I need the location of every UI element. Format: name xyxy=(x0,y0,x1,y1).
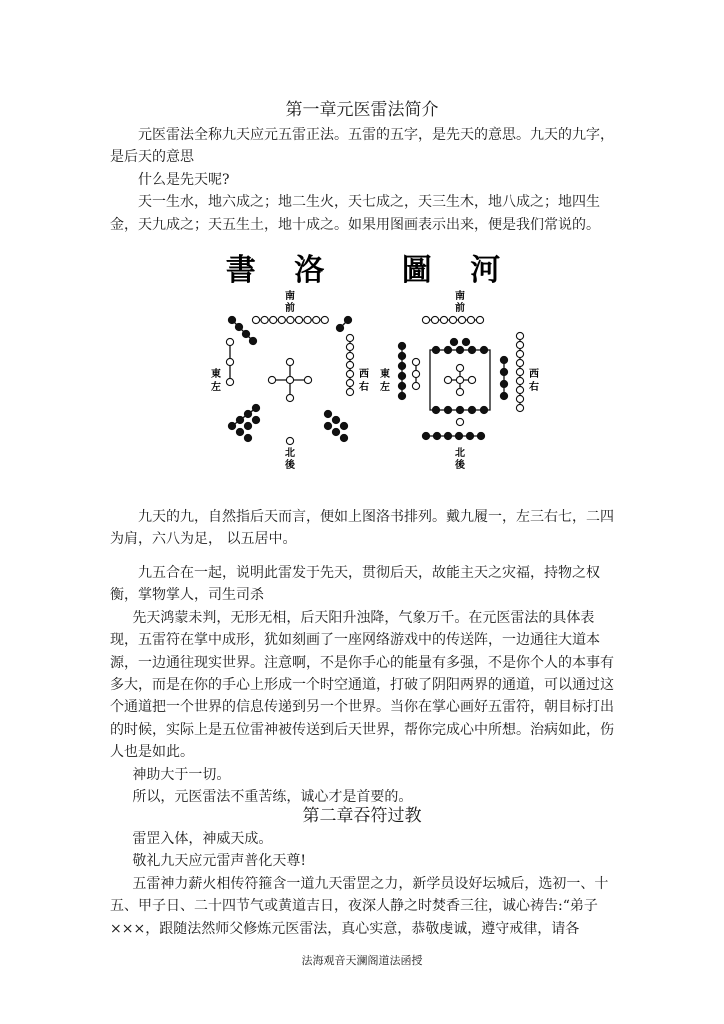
yin-dot xyxy=(336,324,343,331)
yin-dot xyxy=(432,346,439,353)
yang-dot xyxy=(287,316,294,323)
yang-dot xyxy=(412,382,419,389)
yin-dot xyxy=(456,406,463,413)
yang-dot xyxy=(226,358,233,365)
paragraph: 什么是先天呢? xyxy=(138,171,230,188)
yang-dot xyxy=(286,437,293,444)
yang-dot xyxy=(226,378,233,385)
yang-dot xyxy=(516,404,523,411)
yang-dot xyxy=(516,332,523,339)
paragraph: 九天的九，自然指后天而言，便如上图洛书排列。戴九履一，左三右七，二四为肩，六八为足， 以五居中。 xyxy=(110,509,614,548)
page-footer: 法海观音天澜阁道法函授 xyxy=(301,954,423,967)
yang-dot xyxy=(467,316,474,323)
yang-dot xyxy=(516,395,523,402)
yang-dot xyxy=(286,376,293,383)
yin-dot xyxy=(462,338,469,345)
yang-dot xyxy=(449,316,456,323)
yang-dot xyxy=(346,361,353,368)
yin-dot xyxy=(340,422,347,429)
yin-dot xyxy=(444,346,451,353)
yang-dot xyxy=(278,316,285,323)
yin-dot xyxy=(468,346,475,353)
connector-line xyxy=(232,408,256,426)
yin-dot xyxy=(398,342,405,349)
hetu-north-label: 北 xyxy=(455,448,465,459)
chapter1-body xyxy=(110,506,618,551)
yin-dot xyxy=(466,432,473,439)
yin-dot xyxy=(398,352,405,359)
chapter1-intro xyxy=(110,124,618,236)
paragraph: 神助大于一切。 xyxy=(132,766,231,783)
yin-dot xyxy=(500,368,507,375)
yang-dot xyxy=(346,343,353,350)
yang-dot xyxy=(412,358,419,365)
chapter2-body xyxy=(110,828,618,940)
yang-dot xyxy=(422,316,429,323)
yin-dot xyxy=(444,432,451,439)
luoshu-left-label: 左 xyxy=(211,382,221,393)
luoshu-south-label: 南 xyxy=(285,291,295,302)
yang-dot xyxy=(456,388,463,395)
luoshu-title: 書 洛 xyxy=(225,253,339,288)
yin-dot xyxy=(432,406,439,413)
yang-dot xyxy=(516,377,523,384)
yang-dot xyxy=(516,368,523,375)
yin-dot xyxy=(450,338,457,345)
paragraph: 元医雷法全称九天应元五雷正法。五雷的五字，是先天的意思。九天的九字，是后天的意思 xyxy=(110,127,614,166)
hetu-title: 圖 河 xyxy=(401,253,515,288)
yang-dot xyxy=(444,376,451,383)
yang-dot xyxy=(346,352,353,359)
yin-dot xyxy=(228,316,235,323)
yang-dot xyxy=(304,376,311,383)
yang-dot xyxy=(516,350,523,357)
chapter1-body-2 xyxy=(110,562,618,808)
yang-dot xyxy=(476,316,483,323)
hetu-diagram xyxy=(398,316,523,439)
luoshu-back-label: 後 xyxy=(285,460,295,471)
yang-dot xyxy=(304,316,311,323)
yang-dot xyxy=(226,338,233,345)
yin-dot xyxy=(332,416,339,423)
yang-dot xyxy=(321,316,328,323)
yin-dot xyxy=(500,356,507,363)
paragraph: 所以，元医雷法不重苦练，诚心才是首要的。 xyxy=(132,789,413,806)
yin-dot xyxy=(244,434,251,441)
yin-dot xyxy=(244,422,251,429)
yin-dot xyxy=(480,346,487,353)
paragraph: 天一生水，地六成之；地二生火，天七成之，天三生木，地八成之；地四生金，天九成之；天五生土，地十成之。如果用图画表示出来，便是我们常说的。 xyxy=(110,194,600,233)
hetu-back-label: 後 xyxy=(455,460,465,471)
yang-dot xyxy=(270,316,277,323)
yin-dot xyxy=(477,432,484,439)
yang-dot xyxy=(431,316,438,323)
yang-dot xyxy=(456,376,463,383)
yang-dot xyxy=(286,394,293,401)
paragraph: 九五合在一起，说明此雷发于先天，贯彻后天，故能主天之灾福，持物之权衡，掌物掌人，司生司杀 xyxy=(110,565,600,604)
yang-dot xyxy=(346,388,353,395)
yang-dot xyxy=(313,316,320,323)
yin-dot xyxy=(433,432,440,439)
luoshu-front-label: 前 xyxy=(285,303,295,314)
hetu-front-label: 前 xyxy=(455,303,465,314)
yin-dot xyxy=(455,432,462,439)
yin-dot xyxy=(236,428,243,435)
hetu-left-label: 左 xyxy=(380,382,390,393)
yang-dot xyxy=(456,418,463,425)
hetu-right-label: 右 xyxy=(529,382,539,393)
yin-dot xyxy=(444,406,451,413)
yang-dot xyxy=(516,341,523,348)
yang-dot xyxy=(286,358,293,365)
paragraph: 雷罡入体，神威天成。 xyxy=(132,831,273,847)
paragraph: 五雷神力薪火相传符箍含一道九天雷罡之力，新学员设好坛城后，选初一、十五、甲子日、二十四节气或黄道吉日，夜深人静之时焚香三往，诚心祷告:“弟子×××，跟随法然师父修炼元医雷法，真心实意，恭敬虔诚，遵守戒律，请各 xyxy=(110,875,609,937)
yin-dot xyxy=(332,428,339,435)
yang-dot xyxy=(261,316,268,323)
yin-dot xyxy=(398,362,405,369)
yang-dot xyxy=(346,370,353,377)
hetu-luoshu-figure xyxy=(204,236,539,482)
yin-dot xyxy=(324,410,331,417)
yin-dot xyxy=(344,316,351,323)
yang-dot xyxy=(346,334,353,341)
chapter1-title: 第一章元医雷法简介 xyxy=(285,100,439,120)
luoshu-east-label: 東 xyxy=(211,369,221,380)
yin-dot xyxy=(468,406,475,413)
yang-dot xyxy=(295,316,302,323)
yang-dot xyxy=(252,316,259,323)
connector-line xyxy=(232,320,253,341)
paragraph: 敬礼九天应元雷声普化天尊! xyxy=(132,853,307,870)
yin-dot xyxy=(340,434,347,441)
yang-dot xyxy=(268,376,275,383)
yang-dot xyxy=(516,359,523,366)
chapter2-title: 第二章吞符过教 xyxy=(302,806,422,826)
yin-dot xyxy=(500,380,507,387)
hetu-east-label: 東 xyxy=(380,369,390,380)
luoshu-right-label: 右 xyxy=(359,382,369,393)
yin-dot xyxy=(480,406,487,413)
luoshu-west-label: 西 xyxy=(359,369,369,380)
yin-dot xyxy=(500,392,507,399)
yang-dot xyxy=(440,316,447,323)
yin-dot xyxy=(398,372,405,379)
luoshu-diagram xyxy=(226,316,353,444)
yin-dot xyxy=(422,432,429,439)
yin-dot xyxy=(398,392,405,399)
yang-dot xyxy=(346,379,353,386)
luoshu-north-label: 北 xyxy=(285,448,295,459)
yin-dot xyxy=(398,382,405,389)
yin-dot xyxy=(252,416,259,423)
yang-dot xyxy=(458,316,465,323)
yin-dot xyxy=(456,346,463,353)
hetu-south-label: 南 xyxy=(455,291,465,302)
yin-dot xyxy=(242,330,249,337)
paragraph: 先天鸿蒙未判，无形无相，后天阳升浊降，气象万千。在元医雷法的具体表现，五雷符在掌中成形，犹如刻画了一座网络游戏中的传送阵，一边通往大道本源，一边通往现实世界。注意啊，不是你手心的能量有多强，不是你个人的本事有多大，而是在你的手心上形成一个时空通道，打破了阴阳两界的通道，可以通过这个通道把一个世界的信息传递到另一个世界。当你在掌心画好五雷符，朝目标打出的时候，实际上是五位雷神被传送到后天世界，帮你完成心中所想。治病如此，伤人也是如此。 xyxy=(110,609,614,761)
yang-dot xyxy=(456,364,463,371)
yang-dot xyxy=(516,386,523,393)
yang-dot xyxy=(412,370,419,377)
yin-dot xyxy=(324,422,331,429)
yang-dot xyxy=(468,376,475,383)
yin-dot xyxy=(235,323,242,330)
yin-dot xyxy=(249,337,256,344)
hetu-west-label: 西 xyxy=(529,369,539,380)
